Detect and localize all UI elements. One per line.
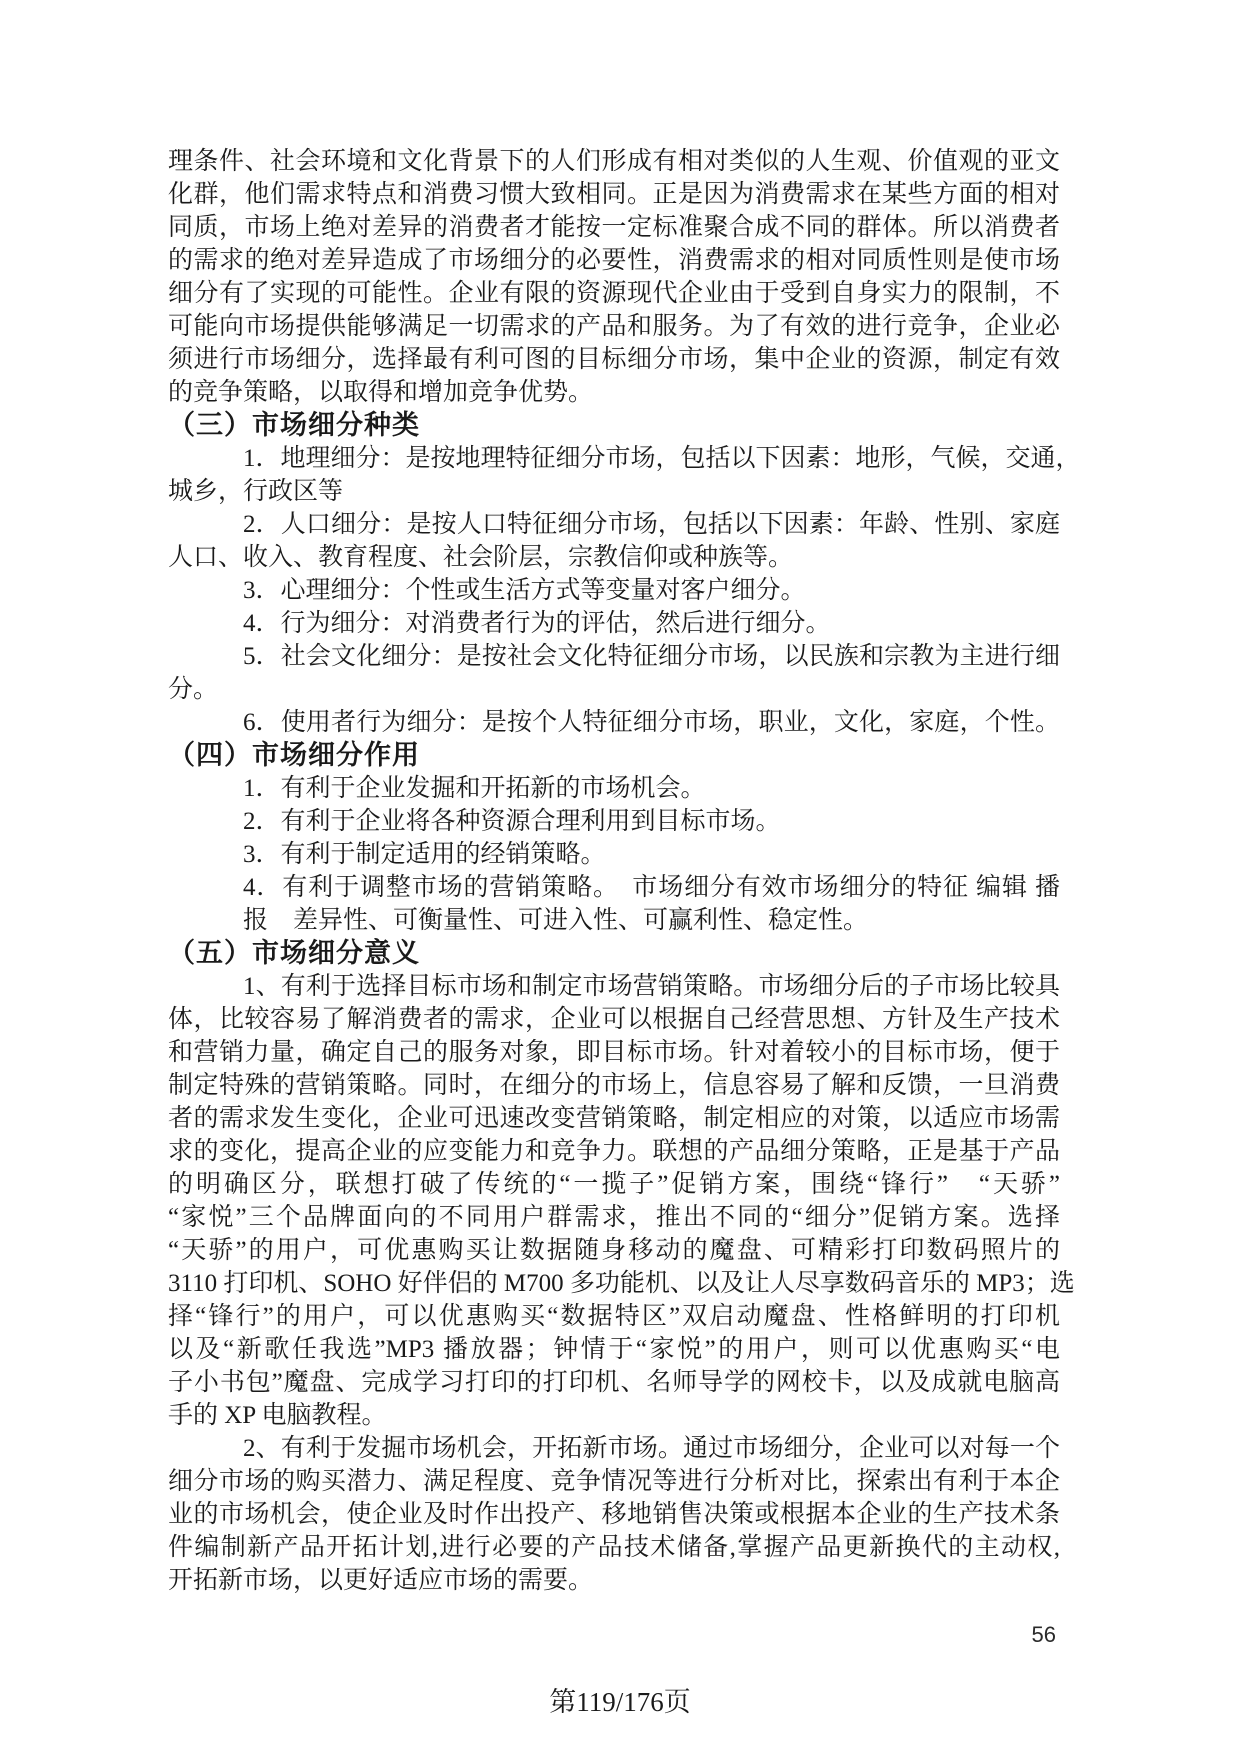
text-line: 报 差异性、可衡量性、可进入性、可赢利性、稳定性。 (243, 907, 869, 934)
text-line: 和营销力量，确定自己的服务对象，即目标市场。针对着较小的目标市场，便于 (168, 1039, 1060, 1066)
text-line: 的明确区分，联想打破了传统的“一揽子”促销方案，围绕“锋行” “天骄” (168, 1171, 1060, 1198)
text-line: 6．使用者行为细分：是按个人特征细分市场，职业，文化，家庭，个性。 (243, 709, 1060, 736)
page-footer-label: 第119/176页 (549, 1687, 691, 1717)
text-line: 制定特殊的营销策略。同时，在细分的市场上，信息容易了解和反馈，一旦消费 (168, 1072, 1060, 1099)
text-line: 3．心理细分：个性或生活方式等变量对客户细分。 (243, 577, 806, 604)
text-line: 的需求的绝对差异造成了市场细分的必要性，消费需求的相对同质性则是使市场 (168, 247, 1060, 274)
text-line: 开拓新市场，以更好适应市场的需要。 (168, 1567, 594, 1594)
text-line: 同质，市场上绝对差异的消费者才能按一定标准聚合成不同的群体。所以消费者 (168, 214, 1060, 241)
text-line: 2、有利于发掘市场机会，开拓新市场。通过市场细分，企业可以对每一个 (243, 1435, 1060, 1462)
text-line: 3110 打印机、SOHO 好伴侣的 M700 多功能机、以及让人尽享数码音乐的 MP3；选 (168, 1270, 1075, 1297)
text-line: 的竞争策略，以取得和增加竞争优势。 (168, 379, 594, 406)
text-line: 手的 XP 电脑教程。 (168, 1402, 387, 1429)
text-line: 细分有了实现的可能性。企业有限的资源现代企业由于受到自身实力的限制，不 (168, 280, 1060, 307)
text-line: 1．有利于企业发掘和开拓新的市场机会。 (243, 775, 706, 802)
text-line: 者的需求发生变化，企业可迅速改变营销策略，制定相应的对策，以适应市场需 (168, 1105, 1060, 1132)
section-heading: （四）市场细分作用 (168, 740, 420, 770)
text-line: 化群，他们需求特点和消费习惯大致相同。正是因为消费需求在某些方面的相对 (168, 181, 1060, 208)
text-line: 体，比较容易了解消费者的需求，企业可以根据自己经营思想、方针及生产技术 (168, 1006, 1060, 1033)
text-line: 3．有利于制定适用的经销策略。 (243, 841, 606, 868)
text-line: 分。 (168, 676, 219, 703)
text-line: 须进行市场细分，选择最有利可图的目标细分市场，集中企业的资源，制定有效 (168, 346, 1060, 373)
section-heading: （五）市场细分意义 (168, 938, 420, 968)
text-line: 2．有利于企业将各种资源合理利用到目标市场。 (243, 808, 781, 835)
text-line: 择“锋行”的用户，可以优惠购买“数据特区”双启动魔盘、性格鲜明的打印机 (168, 1303, 1060, 1330)
text-line: 可能向市场提供能够满足一切需求的产品和服务。为了有效的进行竞争，企业必 (168, 313, 1060, 340)
text-line: 人口、收入、教育程度、社会阶层，宗教信仰或种族等。 (168, 544, 794, 571)
text-line: 5．社会文化细分：是按社会文化特征细分市场，以民族和宗教为主进行细 (243, 643, 1060, 670)
text-line: 求的变化，提高企业的应变能力和竞争力。联想的产品细分策略，正是基于产品 (168, 1138, 1060, 1165)
text-line: 件编制新产品开拓计划,进行必要的产品技术储备,掌握产品更新换代的主动权, (168, 1534, 1060, 1561)
text-line: 细分市场的购买潜力、满足程度、竞争情况等进行分析对比，探索出有利于本企 (168, 1468, 1060, 1495)
text-line: 子小书包”魔盘、完成学习打印的打印机、名师导学的网校卡，以及成就电脑高 (168, 1369, 1060, 1396)
text-line: “家悦”三个品牌面向的不同用户群需求，推出不同的“细分”促销方案。选择 (168, 1204, 1060, 1231)
text-line: 4．有利于调整市场的营销策略。 市场细分有效市场细分的特征 编辑 播 (243, 874, 1060, 901)
page-number: 56 (1031, 1622, 1056, 1647)
text-line: 理条件、社会环境和文化背景下的人们形成有相对类似的人生观、价值观的亚文 (168, 148, 1060, 175)
text-line: 2．人口细分：是按人口特征细分市场，包括以下因素：年龄、性别、家庭 (243, 511, 1060, 538)
text-block (168, 145, 1081, 1597)
text-line: 4．行为细分：对消费者行为的评估，然后进行细分。 (243, 610, 831, 637)
text-line: 以及“新歌任我选”MP3 播放器；钟情于“家悦”的用户，则可以优惠购买“电 (168, 1336, 1060, 1363)
text-line: 业的市场机会，使企业及时作出投产、移地销售决策或根据本企业的生产技术条 (168, 1501, 1060, 1528)
section-heading: （三）市场细分种类 (168, 410, 420, 440)
text-line: 1、有利于选择目标市场和制定市场营销策略。市场细分后的子市场比较具 (243, 973, 1060, 1000)
text-line: “天骄”的用户，可优惠购买让数据随身移动的魔盘、可精彩打印数码照片的 (168, 1237, 1060, 1264)
text-line: 1．地理细分：是按地理特征细分市场，包括以下因素：地形，气候，交通， (243, 445, 1081, 472)
text-line: 城乡，行政区等 (168, 478, 344, 505)
